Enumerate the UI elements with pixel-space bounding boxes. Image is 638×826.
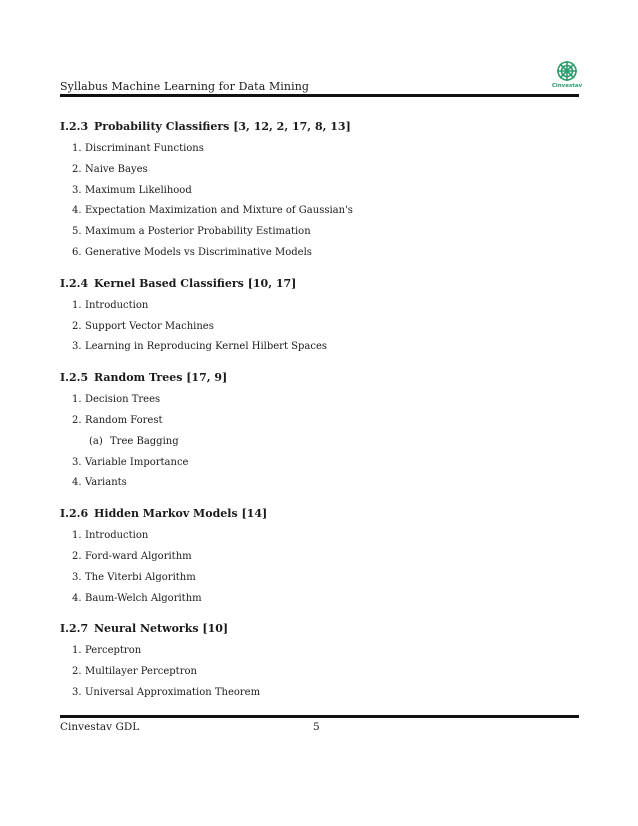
list-item-text: Universal Approximation Theorem [85, 686, 261, 698]
list-item [60, 246, 579, 267]
list-item-text: Learning in Reproducing Kernel Hilbert Spaces [85, 341, 328, 353]
section-heading [60, 277, 579, 291]
list-item [60, 456, 579, 477]
list-item-text: Tree Bagging [110, 435, 179, 447]
section [60, 371, 579, 497]
list-item-text: Introduction [85, 299, 149, 311]
list-item [60, 644, 579, 665]
list-marker: 4. [72, 592, 82, 604]
section-title: Probability Classifiers [3, 12, 2, 17, 8, 13] [94, 120, 351, 133]
list-marker: 2. [72, 414, 82, 426]
list-marker: 1. [72, 143, 82, 154]
list-item-text: Discriminant Functions [85, 143, 204, 154]
list-item-text: Variable Importance [85, 456, 189, 468]
list-item [60, 142, 579, 163]
footer-institution: Cinvestav GDL [60, 721, 140, 733]
section-heading [60, 371, 579, 385]
list-item [60, 340, 579, 361]
list-marker: 3. [72, 456, 82, 468]
list-marker: 4. [72, 477, 82, 489]
list-marker: 1. [72, 299, 82, 311]
list-item [60, 665, 579, 686]
list-item-text: Variants [85, 477, 127, 489]
list-item-text: The Viterbi Algorithm [85, 571, 196, 583]
logo-text: Cinvestav [551, 83, 583, 89]
list-item-text: Multilayer Perceptron [85, 666, 197, 678]
list-item [60, 686, 579, 707]
list-item-text: Introduction [85, 530, 149, 542]
list-item-text: Generative Models vs Discriminative Models [85, 246, 312, 258]
section [60, 120, 579, 267]
list-item-text: Decision Trees [85, 394, 161, 406]
list-item [60, 414, 579, 435]
list-item [60, 204, 579, 225]
section-title: Kernel Based Classifiers [10, 17] [94, 276, 297, 290]
list-item-text: Naive Bayes [85, 163, 148, 175]
section-title: Neural Networks [10] [94, 622, 229, 636]
section [60, 507, 579, 612]
list-item [60, 320, 579, 341]
list-marker: 1. [72, 394, 82, 406]
list-item-text: Random Forest [85, 414, 163, 426]
list-marker: 3. [72, 341, 82, 353]
list-marker: 3. [72, 571, 82, 583]
list-marker: 5. [72, 226, 82, 238]
list-item [60, 550, 579, 571]
list-item-text: Ford-ward Algorithm [85, 550, 192, 562]
section-number: I.2.7 [60, 622, 89, 636]
list-item [60, 476, 579, 497]
section-number: I.2.5 [60, 371, 89, 385]
list-marker: (a) [89, 435, 103, 447]
section-number: I.2.6 [60, 507, 89, 521]
list-item [60, 184, 579, 205]
section-heading [60, 622, 579, 636]
list-marker: 2. [72, 666, 82, 678]
section [60, 277, 579, 361]
list-marker: 1. [72, 645, 82, 657]
list-marker: 6. [72, 246, 82, 258]
running-header-title: Syllabus Machine Learning for Data Mining [60, 80, 310, 93]
syllabus-content [60, 110, 579, 707]
list-item-text: Perceptron [85, 645, 142, 657]
list-item [60, 393, 579, 414]
list-marker: 3. [72, 686, 82, 698]
footer-rule [60, 715, 579, 718]
section-heading [60, 120, 579, 134]
cinvestav-logo-icon [548, 58, 586, 96]
list-item [60, 225, 579, 246]
list-marker: 3. [72, 184, 82, 196]
list-item [60, 571, 579, 592]
list-marker: 1. [72, 530, 82, 542]
section-title: Random Trees [17, 9] [94, 371, 228, 385]
list-item-text: Maximum Likelihood [85, 184, 192, 196]
list-item [60, 592, 579, 613]
section-title: Hidden Markov Models [14] [94, 507, 268, 521]
section-number: I.2.4 [60, 276, 89, 290]
section [60, 622, 579, 706]
list-item-text: Support Vector Machines [85, 320, 214, 332]
page-number: 5 [313, 721, 320, 733]
list-marker: 2. [72, 320, 82, 332]
list-marker: 2. [72, 550, 82, 562]
header-rule [60, 94, 579, 97]
list-item-text: Maximum a Posterior Probability Estimation [85, 226, 311, 238]
section-heading [60, 507, 579, 521]
list-item-text: Baum-Welch Algorithm [85, 592, 202, 604]
list-marker: 2. [72, 163, 82, 175]
list-item [60, 299, 579, 320]
list-marker: 4. [72, 205, 82, 217]
section-number: I.2.3 [60, 120, 89, 133]
list-item [60, 529, 579, 550]
list-item-text: Expectation Maximization and Mixture of Gaussian's [85, 205, 353, 217]
list-item [60, 163, 579, 184]
list-subitem [60, 435, 579, 456]
